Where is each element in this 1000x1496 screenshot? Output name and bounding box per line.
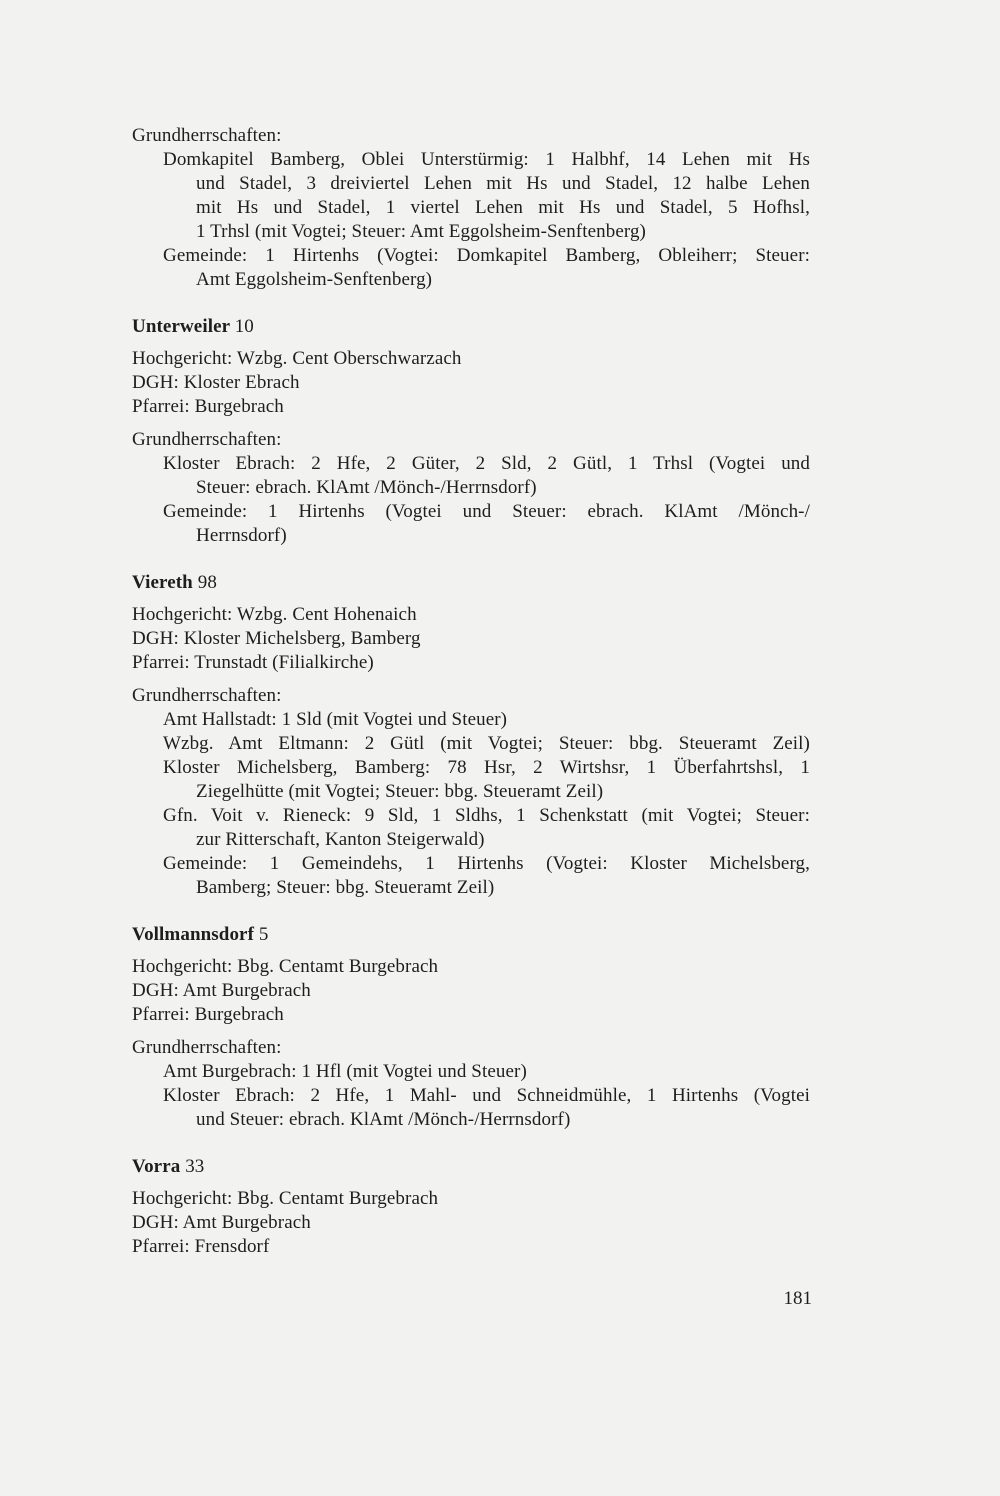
entry-line: Steuer: ebrach. KlAmt /Mönch-/Herrnsdorf)	[196, 477, 537, 498]
pfarrei-line: Pfarrei: Trunstadt (Filialkirche)	[132, 652, 374, 673]
entry-line: Herrnsdorf)	[196, 525, 287, 546]
entry-line: und Stadel, 3 dreiviertel Lehen mit Hs und Stadel, 12 halbe Lehen	[196, 173, 810, 194]
hochgericht-line: Hochgericht: Wzbg. Cent Oberschwarzach	[132, 348, 462, 369]
grundherrschaften-label: Grundherrschaften:	[132, 1037, 282, 1058]
place-heading-viereth	[132, 571, 217, 594]
entry-line: Ziegelhütte (mit Vogtei; Steuer: bbg. Steueramt Zeil)	[196, 781, 604, 802]
hochgericht-line: Hochgericht: Bbg. Centamt Burgebrach	[132, 956, 439, 977]
entry-line: Gemeinde: 1 Hirtenhs (Vogtei: Domkapitel Bamberg, Obleiherr; Steuer:	[163, 245, 810, 266]
entry-line: und Steuer: ebrach. KlAmt /Mönch-/Herrnsdorf)	[196, 1109, 571, 1130]
entry-line: Gemeinde: 1 Gemeindehs, 1 Hirtenhs (Vogtei: Kloster Michelsberg,	[163, 853, 810, 874]
place-heading-vorra	[132, 1155, 204, 1178]
pfarrei-line: Pfarrei: Burgebrach	[132, 396, 284, 417]
entry-line: Wzbg. Amt Eltmann: 2 Gütl (mit Vogtei; Steuer: bbg. Steueramt Zeil)	[163, 733, 810, 754]
place-name: Unterweiler	[132, 316, 230, 337]
entry-line: Kloster Michelsberg, Bamberg: 78 Hsr, 2 Wirtshsr, 1 Überfahrtshsl, 1	[163, 757, 810, 778]
grundherrschaften-label: Grundherrschaften:	[132, 125, 282, 146]
entry-line: zur Ritterschaft, Kanton Steigerwald)	[196, 829, 485, 850]
grundherrschaften-label: Grundherrschaften:	[132, 685, 282, 706]
entry-line: Kloster Ebrach: 2 Hfe, 2 Güter, 2 Sld, 2 Gütl, 1 Trhsl (Vogtei und	[163, 453, 810, 474]
dgh-line: DGH: Kloster Ebrach	[132, 372, 300, 393]
entry-line: Amt Hallstadt: 1 Sld (mit Vogtei und Steuer)	[163, 709, 508, 730]
entry-line: Gemeinde: 1 Hirtenhs (Vogtei und Steuer: ebrach. KlAmt /Mönch-/	[163, 501, 810, 522]
place-name: Vorra	[132, 1156, 181, 1177]
entry-line: Gfn. Voit v. Rieneck: 9 Sld, 1 Sldhs, 1 Schenkstatt (mit Vogtei; Steuer:	[163, 805, 810, 826]
place-heading-vollmannsdorf	[132, 923, 269, 946]
dgh-line: DGH: Kloster Michelsberg, Bamberg	[132, 628, 421, 649]
place-number: 5	[258, 924, 269, 945]
entry-line: Kloster Ebrach: 2 Hfe, 1 Mahl- und Schneidmühle, 1 Hirtenhs (Vogtei	[163, 1085, 810, 1106]
entry-line: Amt Eggolsheim-Senftenberg)	[196, 269, 433, 290]
place-number: 98	[197, 572, 217, 593]
place-name: Vollmannsdorf	[132, 924, 255, 945]
entry-line: Amt Burgebrach: 1 Hfl (mit Vogtei und Steuer)	[163, 1061, 527, 1082]
grundherrschaften-label: Grundherrschaften:	[132, 429, 282, 450]
place-name: Viereth	[132, 572, 193, 593]
page-number: 181	[783, 1288, 812, 1309]
dgh-line: DGH: Amt Burgebrach	[132, 1212, 311, 1233]
pfarrei-line: Pfarrei: Frensdorf	[132, 1236, 270, 1257]
hochgericht-line: Hochgericht: Wzbg. Cent Hohenaich	[132, 604, 417, 625]
place-number: 10	[234, 316, 254, 337]
entry-line: Domkapitel Bamberg, Oblei Unterstürmig: 1 Halbhf, 14 Lehen mit Hs	[163, 149, 810, 170]
entry-line: mit Hs und Stadel, 1 viertel Lehen mit Hs und Stadel, 5 Hofhsl,	[196, 197, 810, 218]
place-number: 33	[185, 1156, 205, 1177]
hochgericht-line: Hochgericht: Bbg. Centamt Burgebrach	[132, 1188, 439, 1209]
entry-line: 1 Trhsl (mit Vogtei; Steuer: Amt Eggolsheim-Senftenberg)	[196, 221, 646, 242]
place-heading-unterweiler	[132, 315, 254, 338]
dgh-line: DGH: Amt Burgebrach	[132, 980, 311, 1001]
pfarrei-line: Pfarrei: Burgebrach	[132, 1004, 284, 1025]
entry-line: Bamberg; Steuer: bbg. Steueramt Zeil)	[196, 877, 495, 898]
